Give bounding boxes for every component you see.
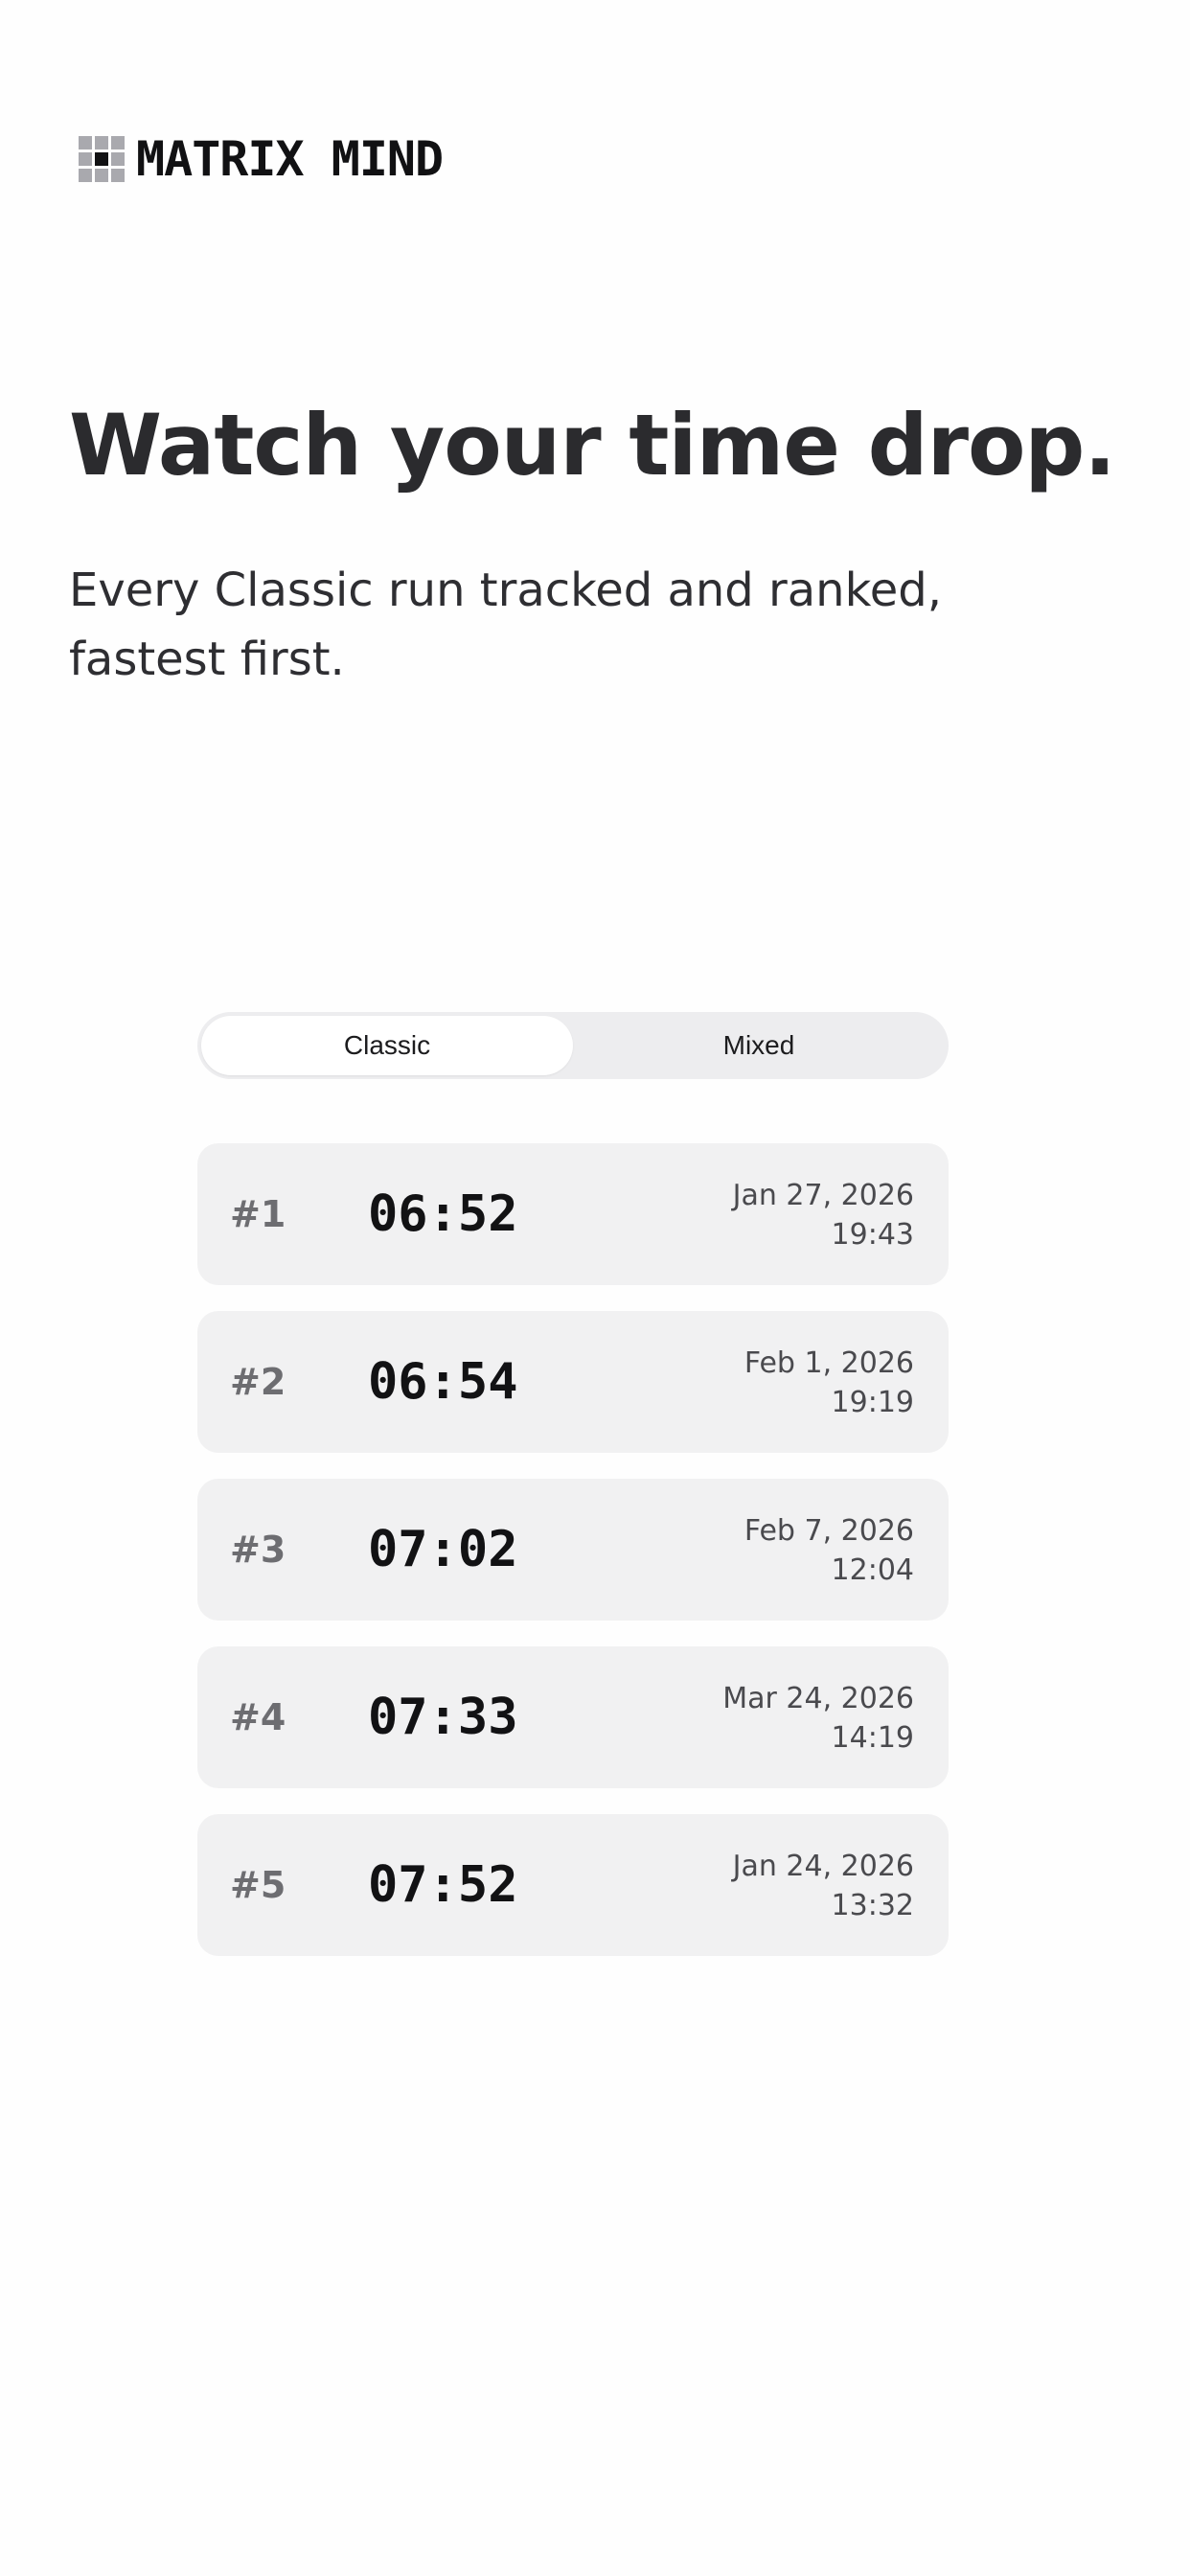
run-date: Jan 27, 2026	[732, 1179, 914, 1212]
brand-name: MATRIX MIND	[136, 131, 444, 187]
run-clock: 13:32	[831, 1889, 914, 1922]
run-time: 07:33	[368, 1689, 518, 1746]
mode-toggle	[197, 1012, 949, 1079]
run-clock: 19:19	[831, 1386, 914, 1419]
run-date: Feb 7, 2026	[744, 1514, 914, 1548]
run-timestamp	[733, 1176, 914, 1254]
rank-label: #2	[230, 1361, 286, 1403]
run-clock: 12:04	[831, 1553, 914, 1587]
run-time: 06:52	[368, 1185, 518, 1243]
toggle-option-mixed[interactable]: Mixed	[722, 1030, 795, 1060]
run-time: 07:02	[368, 1521, 518, 1578]
run-time: 06:54	[368, 1353, 518, 1411]
leaderboard-row	[197, 1311, 949, 1453]
rank-label: #3	[230, 1529, 286, 1571]
page-headline: Watch your time drop.	[69, 396, 1115, 494]
run-clock: 19:43	[831, 1218, 914, 1252]
page-subheadline: Every Classic run tracked and ranked, fastest first.	[69, 564, 942, 686]
rank-label: #1	[230, 1193, 286, 1235]
leaderboard-row	[197, 1143, 949, 1285]
brand-logo	[79, 131, 444, 187]
run-date: Mar 24, 2026	[722, 1682, 914, 1715]
run-date: Feb 1, 2026	[744, 1346, 914, 1380]
toggle-option-classic[interactable]: Classic	[201, 1016, 573, 1075]
leaderboard-list	[197, 1143, 949, 1982]
leaderboard-row	[197, 1479, 949, 1621]
run-timestamp	[744, 1511, 914, 1590]
rank-label: #4	[230, 1696, 286, 1738]
run-timestamp	[744, 1344, 914, 1422]
run-date: Jan 24, 2026	[732, 1850, 914, 1883]
run-time: 07:52	[368, 1856, 518, 1914]
grid-logo-icon	[79, 136, 125, 182]
rank-label: #5	[230, 1864, 286, 1906]
leaderboard-row	[197, 1814, 949, 1956]
run-clock: 14:19	[831, 1721, 914, 1755]
run-timestamp	[733, 1847, 914, 1925]
leaderboard-row	[197, 1646, 949, 1788]
run-timestamp	[722, 1679, 914, 1758]
